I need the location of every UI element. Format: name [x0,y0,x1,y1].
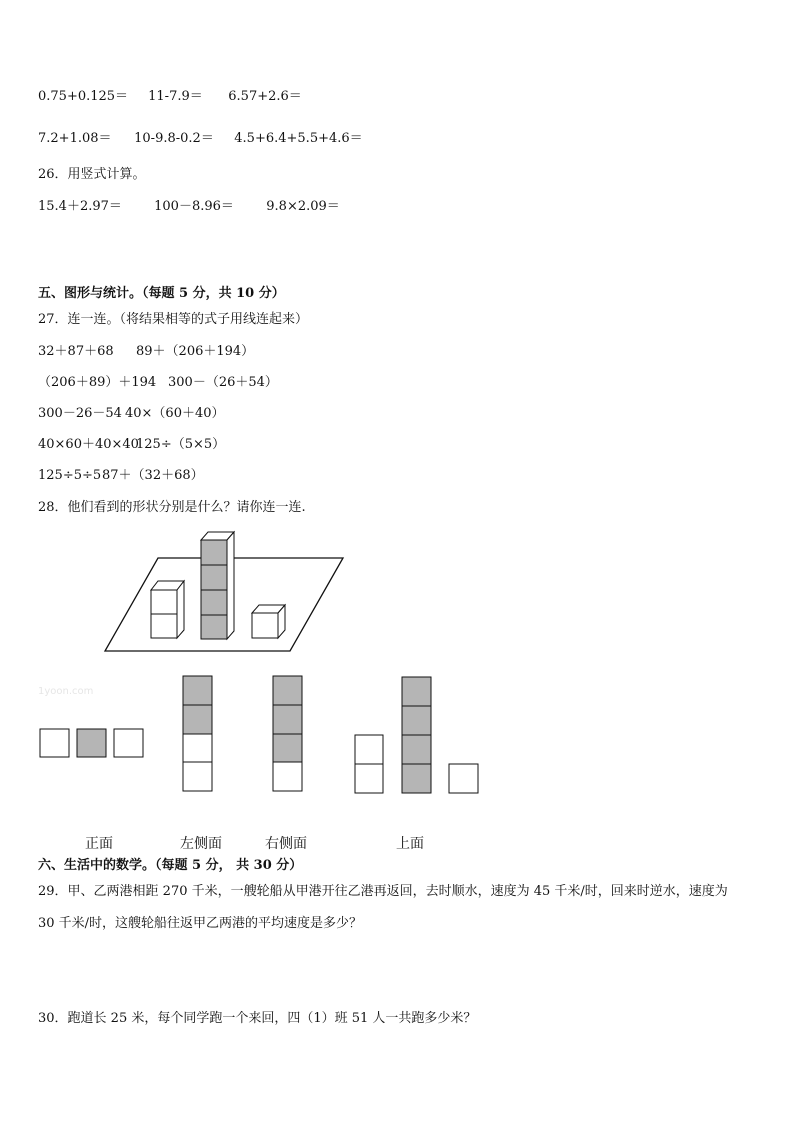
q30-text: 30．跑道长 25 米，每个同学跑一个来回，四（1）班 51 人一共跑多少米？ [38,1011,477,1026]
cube-stack-tall [201,532,234,639]
view-option-d [355,677,478,793]
view-option-c [273,676,302,791]
q29-line-2: 30 千米/时，这艘轮船往返甲乙两港的平均速度是多少？ [38,916,363,931]
cube-stack-left [151,581,184,638]
expression: 6.57+2.6＝ [228,89,302,104]
q27-title: 27．连一连。（将结果相等的式子用线连起来） [38,312,309,327]
expression: 7.2+1.08＝ [38,131,112,146]
cube-single [252,605,285,638]
left-expression: 125÷5÷5 [38,468,102,483]
expression: 9.8×2.09＝ [266,199,340,214]
label-front-view: 正面 [85,836,113,852]
watermark: 1yoon.com [38,686,94,697]
expression: 0.75+0.125＝ [38,89,129,104]
view-option-a [40,729,143,757]
expression: 11-7.9＝ [148,89,203,104]
right-expression: 300－（26＋54） [168,375,278,390]
right-expression: 40×（60＋40） [125,406,225,421]
right-expression: 125÷（5×5） [136,437,226,452]
expression: 10-9.8-0.2＝ [134,131,214,146]
left-expression: （206＋89）＋194 [38,375,157,390]
view-option-b [183,676,212,791]
q28-title: 28．他们看到的形状分别是什么？请你连一连. [38,500,306,515]
label-top-view: 上面 [396,836,424,852]
q29-line-1: 29．甲、乙两港相距 270 千米，一艘轮船从甲港开往乙港再返回，去时顺水，速度为 45 千米/时，回来时逆水，速度为 [38,884,728,899]
expression: 4.5+6.4+5.5+4.6＝ [234,131,363,146]
label-left-view: 左侧面 [180,836,222,852]
label-right-view: 右侧面 [265,836,307,852]
right-expression: 87＋（32＋68） [102,468,204,483]
left-expression: 32＋87＋68 [38,344,114,359]
section-6-heading: 六、生活中的数学。（每题 5 分， 共 30 分） [38,858,303,873]
right-expression: 89＋（206＋194） [136,344,255,359]
left-expression: 300－26－54 [38,406,122,421]
expression: 100－8.96＝ [154,199,234,214]
expression: 15.4＋2.97＝ [38,199,122,214]
q26-title: 26．用竖式计算。 [38,167,146,182]
left-expression: 40×60＋40×40 [38,437,139,452]
section-5-heading: 五、图形与统计。（每题 5 分，共 10 分） [38,286,285,301]
